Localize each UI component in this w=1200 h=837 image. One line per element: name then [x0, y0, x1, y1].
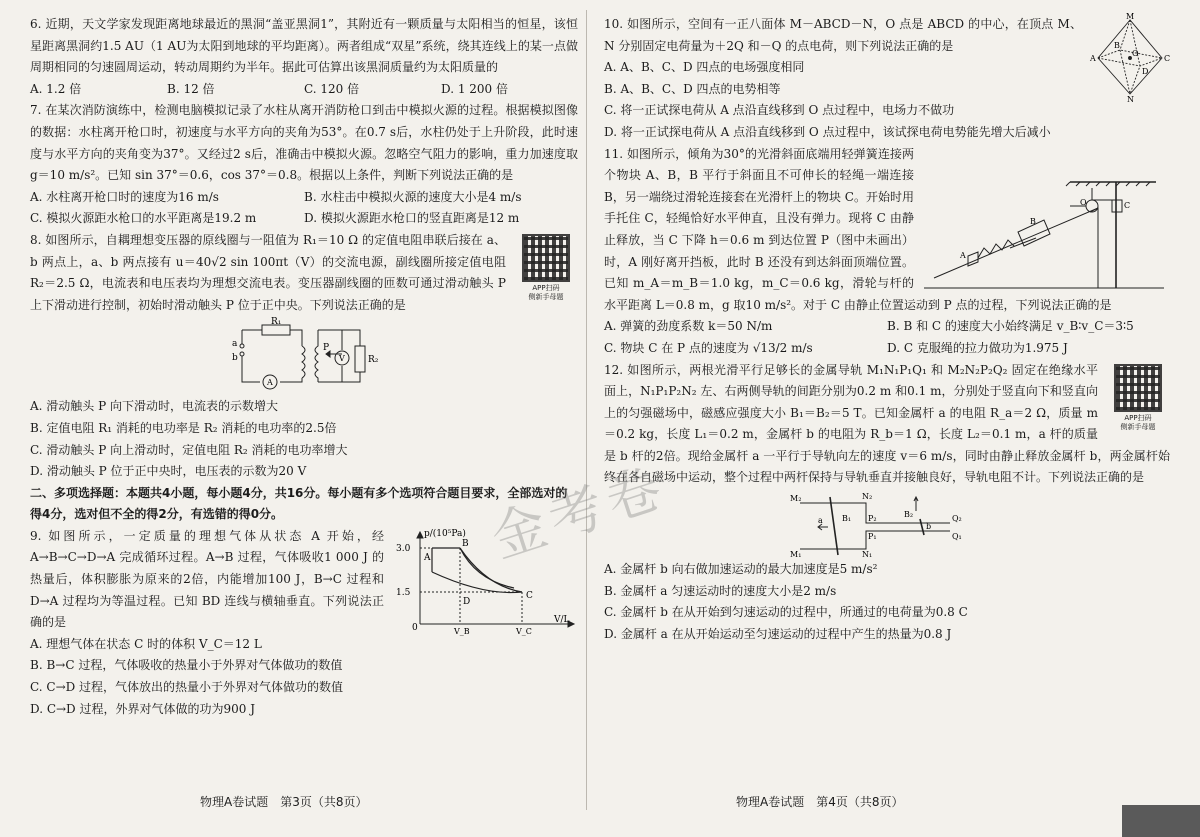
option-c: C. 滑动触头 P 向上滑动时，定值电阻 R₂ 消耗的电功率增大: [30, 442, 348, 457]
page-footer: 物理A卷试题 第4页（共8页）: [736, 795, 904, 809]
option-a: A. 滑动触头 P 向下滑动时，电流表的示数增大: [30, 399, 278, 414]
label-r2: R₂: [368, 355, 379, 366]
label-o: O: [1132, 49, 1139, 58]
option-a: A. 1.2 倍: [30, 81, 82, 96]
option-c: C. 模拟火源距水枪口的水平距离是19.2 m: [30, 211, 257, 226]
qr-caption-line2: 侧新手母题: [528, 292, 564, 301]
label-m1: M₁: [790, 550, 802, 560]
qr-code-icon: [1114, 364, 1162, 412]
label-b: B: [1114, 41, 1120, 50]
label-c: C: [1164, 54, 1171, 63]
question-9: [30, 526, 578, 720]
option-a: A. A、B、C、D 四点的电场强度相同: [604, 60, 805, 75]
question-6: [30, 14, 578, 100]
label-b: B: [1030, 216, 1036, 226]
qr-code[interactable]: [1106, 364, 1170, 432]
incline-pulley-figure: [920, 178, 1170, 294]
point-a: A: [424, 552, 431, 563]
option-d: D. 模拟火源距水枪口的竖直距离是12 m: [304, 211, 520, 226]
option-c: C. 金属杆 b 在从开始到匀速运动的过程中，所通过的电荷量为0.8 C: [604, 605, 968, 620]
left-page: [0, 0, 588, 837]
rail-figure: [604, 489, 1170, 559]
question-stem: 8. 如图所示，自耦理想变压器的原线圈与一阻值为 R₁＝10 Ω 的定值电阻串联后接在 a、b 两点上，a、b 两点接有 u＝40√2 sin 100πt（V）的交流电源，副线圈所接定值电阻 R₂＝2.5 Ω，电流表和电压表均为理想交流电表。变压器副线圈的匝数可通过滑动触头 P 上下滑动进行控制，初始时滑动触头 P 位于正中央。下列说法正确的是: [30, 232, 506, 312]
label-a: a: [818, 516, 823, 526]
label-m2: M₂: [790, 494, 802, 504]
option-c: C. C→D 过程，气体放出的热量小于外界对气体做功的数值: [30, 680, 344, 695]
point-c: C: [526, 590, 533, 601]
option-d: D. 滑动触头 P 位于正中央时，电压表的示数为20 V: [30, 464, 307, 479]
question-stem: 6. 近期，天文学家发现距离地球最近的黑洞“盖亚黑洞1”，其附近有一颗质量与太阳相当的恒星，该恒星距离黑洞约1.5 AU（1 AU为太阳到地球的平均距离）。两者组成“双星”系统，绕其连线上的某一点做周期相同的匀速圆周运动，转动周期约为半年。据此可估算出该黑洞质量约为太阳质量的: [30, 17, 578, 75]
label-b1: B₁: [842, 514, 852, 524]
label-n1: N₁: [862, 550, 873, 560]
question-stem: 7. 在某次消防演练中，检测电脑模拟记录了水柱从离开消防枪口到击中模拟火源的过程。根据模拟图像的数据：水柱离开枪口时，初速度与水平方向的夹角为53°。在0.7 s后，水柱仍处于上升阶段，此时速度与水平方向的夹角变为37°。又经过2 s后，准确击中模拟火源。忽略空气阻力的影响，重力加速度取 g＝10 m/s²。已知 sin 37°＝0.6，cos 37°＝0.8。根据以上条件，判断下列说法正确的是: [30, 103, 578, 183]
qr-caption-line2: 侧新手母题: [1120, 422, 1156, 431]
transformer-circuit-diagram: [30, 316, 578, 396]
option-list: [30, 187, 578, 230]
qr-caption-line1: APP扫码: [532, 283, 560, 292]
label-q1: Q₁: [952, 532, 962, 542]
option-b: B. A、B、C、D 四点的电势相等: [604, 81, 781, 96]
option-b: B. B→C 过程，气体吸收的热量小于外界对气体做功的数值: [30, 658, 343, 673]
option-d: D. 将一正试探电荷从 A 点沿直线移到 O 点过程中，该试探电荷电势能先增大后减小: [604, 124, 1051, 139]
y-axis-label: p/(10⁵Pa): [424, 528, 466, 539]
question-11: [604, 144, 1170, 360]
option-list: [30, 79, 578, 101]
label-a: A: [1090, 54, 1096, 63]
option-d: D. 金属杆 a 在从开始运动至匀速运动的过程中产生的热量为0.8 J: [604, 626, 952, 641]
label-v: V: [339, 354, 345, 364]
option-c: C. 将一正试探电荷从 A 点沿直线移到 O 点过程中，电场力不做功: [604, 103, 955, 118]
option-d: D. C→D 过程，外界对气体做的功为900 J: [30, 701, 256, 716]
label-q2: Q₂: [952, 514, 962, 524]
label-a: a: [232, 339, 238, 350]
label-n2: N₂: [862, 492, 873, 502]
question-stem: 9. 如图所示，一定质量的理想气体从状态 A 开始，经 A→B→C→D→A 完成循环过程。A→B 过程，气体吸收1 000 J 的热量后，体积膨胀为原来的2倍，内能增加100 J，B→C 过程和 D→A 过程均为等温过程。已知 BD 连线与横轴垂直。下列说法正确的是: [30, 528, 384, 630]
option-a: A. 金属杆 b 向右做加速运动的最大加速度是5 m/s²: [604, 562, 878, 577]
qr-code-icon: [522, 234, 570, 282]
question-10: [604, 14, 1170, 144]
label-b: b: [926, 522, 932, 532]
label-n: N: [1127, 95, 1134, 104]
y-tick-1-5: 1.5: [396, 587, 411, 598]
question-12: [604, 360, 1170, 646]
option-b: B. 定值电阻 R₁ 消耗的电功率是 R₂ 消耗的电功率的2.5倍: [30, 420, 337, 435]
option-d: D. 1 200 倍: [441, 81, 508, 96]
x-tick-vc: V_C: [516, 626, 532, 636]
question-stem: 11. 如图所示，倾角为30°的光滑斜面底端用轻弹簧连接两个物块 A、B，B 平行于斜面且不可伸长的轻绳一端连接 B，另一端绕过滑轮连接套在光滑杆上的物块 C。开始时用手托住 C，轻绳恰好水平伸直，且没有弹力。现将 C 由静止释放，当 C 下降 h＝0.6 m 到达位置 P（图中未画出）时，A 刚好离开挡板，此时 B 还没有到达斜面顶端位置。已知 m_A＝m_B＝1.0 kg，m_C＝0.6 kg，滑轮与杆的水平距离 L＝0.8 m，g 取10 m/s²。对于 C 由静止位置运动到 P 点的过程，下列说法正确的是: [604, 146, 1112, 312]
label-ammeter: A: [267, 378, 273, 388]
y-tick-3: 3.0: [396, 543, 411, 554]
option-b: B. 金属杆 a 匀速运动时的速度大小是2 m/s: [604, 583, 837, 598]
question-7: [30, 100, 578, 230]
question-stem: 10. 如图所示，空间有一正八面体 M－ABCD－N，O 点是 ABCD 的中心，在顶点 M、N 分别固定电荷量为＋2Q 和－Q 的点电荷，则下列说法正确的是: [604, 17, 1082, 53]
question-8: [30, 230, 578, 483]
watermark: 金考卷: [483, 454, 675, 571]
label-b2: B₂: [904, 510, 914, 520]
label-b: b: [232, 353, 238, 364]
octahedron-figure: [1090, 12, 1171, 104]
option-b: B. 12 倍: [167, 81, 215, 96]
option-c: C. 物块 C 在 P 点的速度为 √13/2 m/s: [604, 340, 813, 355]
point-d: D: [463, 596, 471, 607]
origin-label: 0: [412, 622, 418, 633]
label-r1: R₁: [271, 317, 282, 328]
question-stem: 12. 如图所示，两根光滑平行足够长的金属导轨 M₁N₁P₁Q₁ 和 M₂N₂P₂Q₂ 固定在绝缘水平面上，N₁P₁P₂N₂ 左、右两侧导轨的间距分别为0.2 m 和0.1 m，分别处于竖直向下和竖直向上的匀强磁场中，磁感应强度大小 B₁＝B₂＝5 T。已知金属杆 a 的电阻 R_a＝2 Ω，质量 m＝0.2 kg，长度 L₁＝0.2 m，金属杆 b 的电阻为 R_b＝1 Ω，长度 L₂＝0.1 m，a 杆的质量是 b 杆的2倍。现给金属杆 a 一平行于导轨向左的速度 v＝6 m/s，同时由静止释放金属杆 b，两金属杆始终在各自磁场中运动，整个过程中两杆保持与导轨垂直并接触良好，导轨电阻不计。下列说法正确的是: [604, 362, 1170, 485]
label-p: P: [323, 343, 330, 354]
qr-code[interactable]: [514, 234, 578, 302]
option-list: [604, 316, 1170, 359]
page-divider: [586, 10, 587, 810]
label-a: A: [960, 250, 966, 260]
option-b: B. 水柱击中模拟火源的速度大小是4 m/s: [304, 189, 522, 204]
option-a: A. 水柱离开枪口时的速度为16 m/s: [30, 189, 219, 204]
x-tick-vb: V_B: [454, 626, 470, 636]
label-d: D: [1142, 67, 1149, 76]
label-p1: P₁: [868, 532, 877, 542]
right-page: [588, 0, 1200, 837]
label-m: M: [1126, 12, 1135, 21]
label-c: C: [1124, 200, 1131, 210]
page-footer: 物理A卷试题 第3页（共8页）: [200, 795, 368, 809]
option-a: A. 理想气体在状态 C 时的体积 V_C＝12 L: [30, 636, 262, 651]
section-2-heading: 二、多项选择题：本题共4小题，每小题4分，共16分。每小题有多个选项符合题目要求，全部选对的得4分，选对但不全的得2分，有选错的得0分。: [30, 485, 568, 522]
option-c: C. 120 倍: [304, 81, 360, 96]
scan-corner-mark: [1122, 805, 1200, 837]
option-d: D. C 克服绳的拉力做功为1.975 J: [887, 340, 1068, 355]
label-o: O: [1080, 197, 1087, 207]
option-a: A. 弹簧的劲度系数 k＝50 N/m: [604, 319, 773, 334]
option-b: B. B 和 C 的速度大小始终满足 v_B∶v_C＝3∶5: [887, 319, 1134, 334]
qr-caption-line1: APP扫码: [1124, 413, 1152, 422]
point-b: B: [462, 538, 469, 549]
label-p2: P₂: [868, 514, 877, 524]
x-axis-label: V/L: [554, 614, 570, 625]
